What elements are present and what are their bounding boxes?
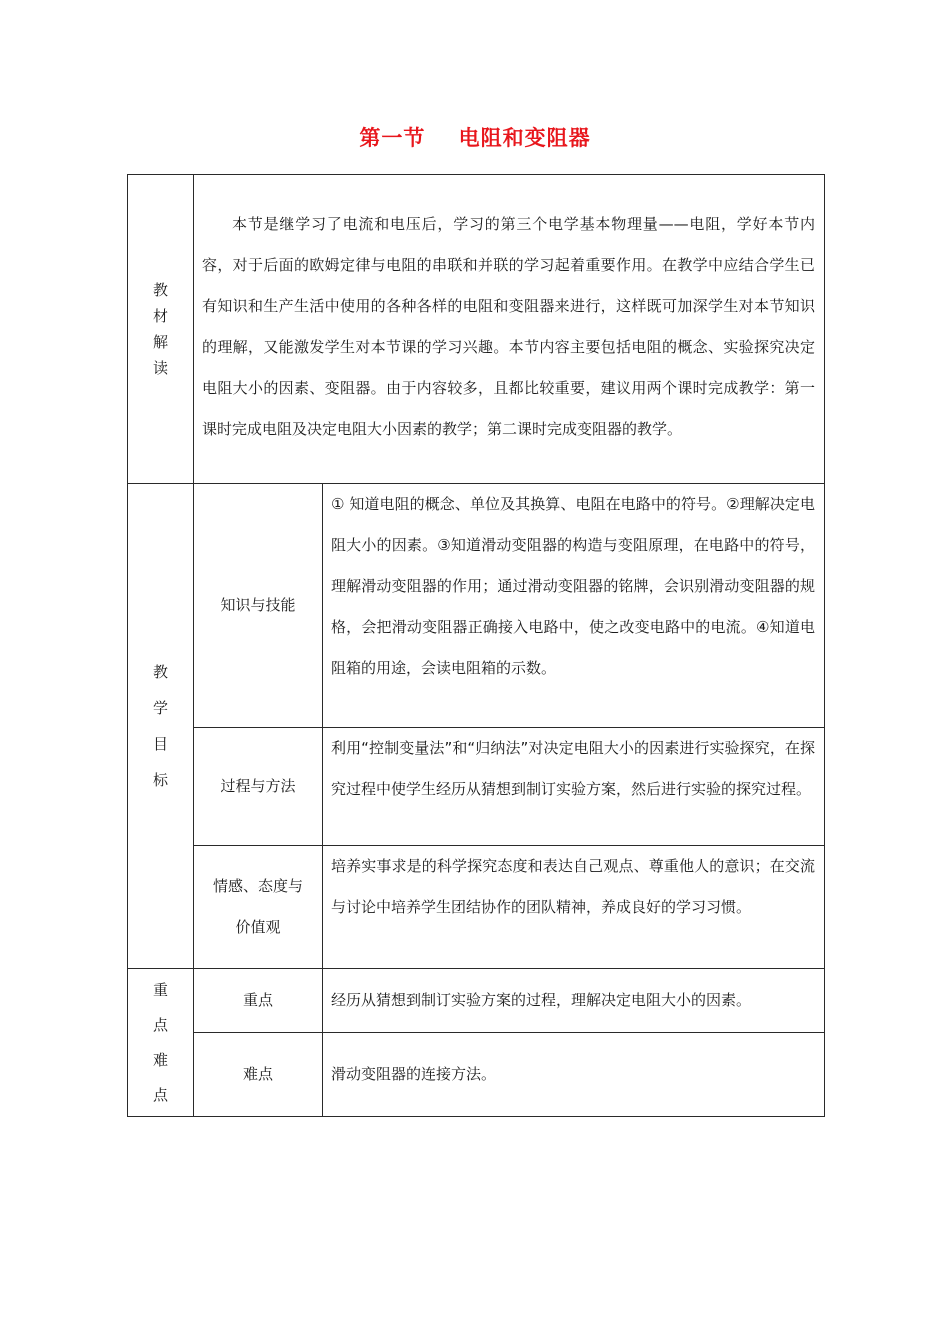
label-difficult-point: 难点 [194, 1033, 323, 1117]
process-methods-text: 利用“控制变量法”和“归纳法”对决定电阻大小的因素进行实验探究，在探究过程中使学生经历从猜想到制订实验方案，然后进行实验的探究过程。 [323, 728, 825, 846]
key-point-text: 经历从猜想到制订实验方案的过程，理解决定电阻大小的因素。 [323, 969, 825, 1033]
row-difficult-point [128, 1033, 825, 1117]
row-textbook-analysis [128, 175, 825, 484]
emotion-attitude-values-text: 培养实事求是的科学探究态度和表达自己观点、尊重他人的意识；在交流与讨论中培养学生团结协作的团队精神，养成良好的学习习惯。 [323, 846, 825, 969]
lesson-plan-table [127, 174, 825, 1117]
row-process-methods [128, 728, 825, 846]
page-title: 第一节 电阻和变阻器 [359, 126, 591, 150]
textbook-analysis-text: 本节是继学习了电流和电压后，学习的第三个电学基本物理量——电阻，学好本节内容，对于后面的欧姆定律与电阻的串联和并联的学习起着重要作用。在教学中应结合学生已有知识和生产生活中使用的各种各样的电阻和变阻器来进行，这样既可加深学生对本节知识的理解，又能激发学生对本节课的学习兴趣。本节内容主要包括电阻的概念、实验探究决定电阻大小的因素、变阻器。由于内容较多，且都比较重要，建议用两个课时完成教学：第一课时完成电阻及决定电阻大小因素的教学；第二课时完成变阻器的教学。 [194, 175, 825, 484]
label-knowledge-skills: 知识与技能 [194, 484, 323, 728]
difficult-point-text: 滑动变阻器的连接方法。 [323, 1033, 825, 1117]
header-teaching-objectives: 教 学 目 标 [128, 484, 194, 969]
label-key-point: 重点 [194, 969, 323, 1033]
label-emotion-attitude-values: 情感、态度与 价值观 [194, 846, 323, 969]
row-key-point [128, 969, 825, 1033]
label-process-methods: 过程与方法 [194, 728, 323, 846]
row-emotion-attitude-values [128, 846, 825, 969]
row-knowledge-skills [128, 484, 825, 728]
header-key-difficult-points: 重 点 难 点 [128, 969, 194, 1117]
header-textbook-analysis: 教 材 解 读 [128, 175, 194, 484]
knowledge-skills-text: ① 知道电阻的概念、单位及其换算、电阻在电路中的符号。②理解决定电阻大小的因素。③知道滑动变阻器的构造与变阻原理，在电路中的符号，理解滑动变阻器的作用；通过滑动变阻器的铭牌，会识别滑动变阻器的规格，会把滑动变阻器正确接入电路中，使之改变电路中的电流。④知道电阻箱的用途，会读电阻箱的示数。 [323, 484, 825, 728]
